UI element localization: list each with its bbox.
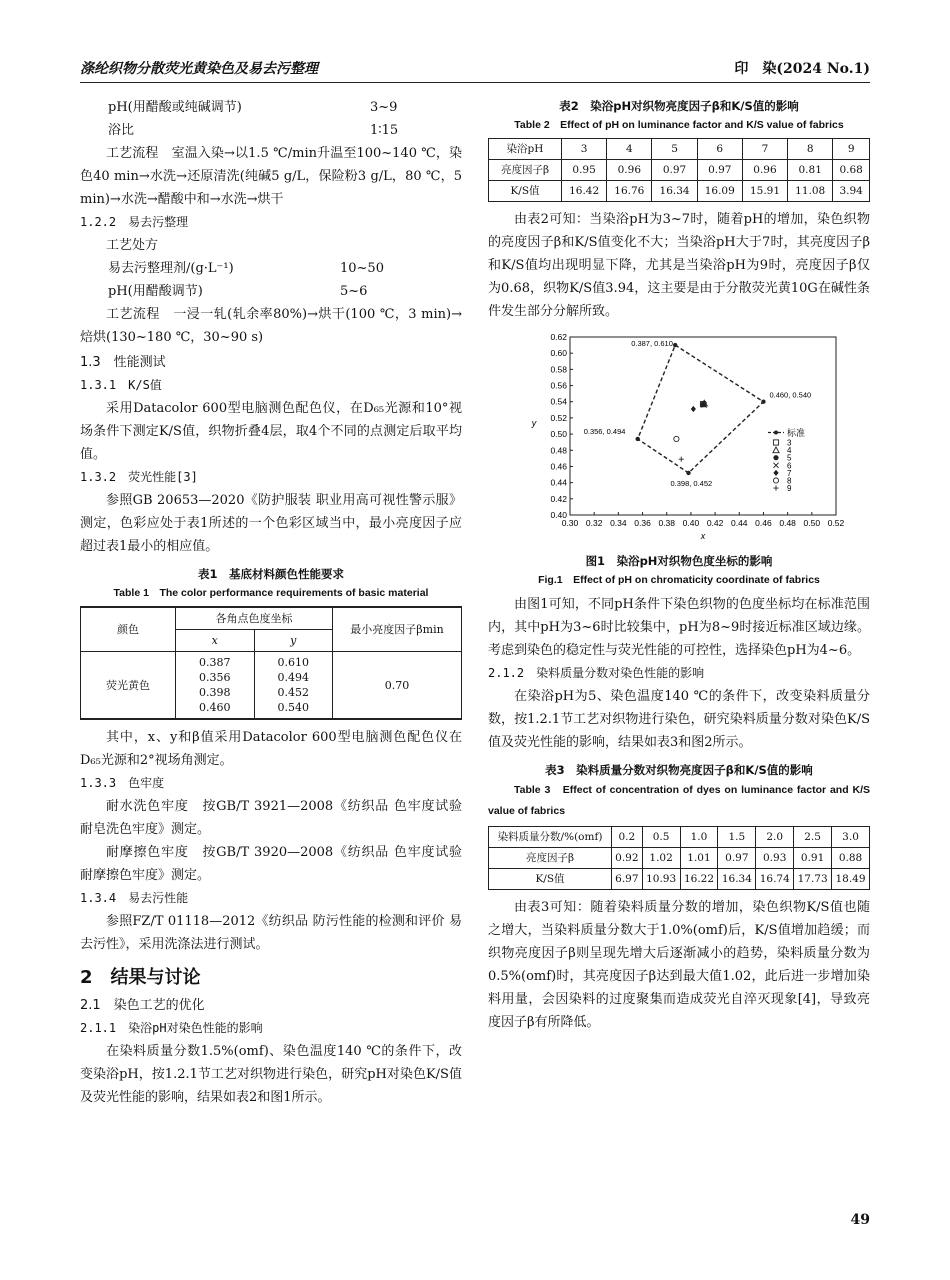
t1-h-coord: 各角点色度坐标 bbox=[176, 607, 333, 630]
t2-ks: 16.76 bbox=[607, 181, 652, 202]
legend-marker-4 bbox=[773, 447, 779, 453]
t3-ks: 18.49 bbox=[832, 869, 870, 890]
t2-beta: 0.96 bbox=[742, 160, 787, 181]
param-ph2: pH(用醋酸调节) 5~6 bbox=[108, 284, 368, 299]
legend-label-5: 5 bbox=[787, 453, 792, 463]
dye-process: 工艺流程 室温入染→以1.5 ℃/min升温至100~140 ℃，染色40 min→水洗→还原清洗(纯碱5 g/L，保险粉3 g/L，80 ℃，5 min)→水洗→醋酸中和→水洗→烘干 bbox=[80, 146, 462, 207]
param-ph: pH(用醋酸或纯碱调节) 3~9 bbox=[108, 100, 398, 115]
legend-marker-7 bbox=[773, 470, 778, 476]
t3-h: 0.5 bbox=[642, 827, 680, 848]
t1-y: 0.452 bbox=[277, 686, 309, 699]
para-2-1-1: 在染料质量分数1.5%(omf)、染色温度140 ℃的条件下，改变染浴pH，按1.2.1节工艺对织物进行染色，研究pH对染色K/S值及荧光性能的影响，结果如表2和图1所示。 bbox=[80, 1044, 462, 1105]
section-1-3-3: 1.3.3 色牢度 bbox=[80, 776, 165, 790]
y-tick-label: 0.52 bbox=[550, 412, 567, 423]
data-point-ph-8 bbox=[674, 436, 679, 441]
x-tick-label: 0.52 bbox=[827, 518, 845, 528]
t1-y: 0.540 bbox=[277, 701, 309, 714]
y-tick-label: 0.62 bbox=[550, 332, 567, 342]
section-1-3-1: 1.3.1 K/S值 bbox=[80, 378, 162, 392]
t2-h: 7 bbox=[742, 139, 787, 160]
standard-vertex-label: 0.387, 0.610 bbox=[631, 339, 673, 349]
t3-ks: 16.74 bbox=[756, 869, 794, 890]
t1-color: 荧光黄色 bbox=[81, 652, 176, 720]
legend-marker-9 bbox=[773, 485, 778, 490]
standard-region-line bbox=[638, 345, 764, 473]
legend-label-7: 7 bbox=[787, 468, 792, 478]
t3-ks: 6.97 bbox=[612, 869, 643, 890]
t1-h-color: 颜色 bbox=[81, 607, 176, 652]
data-point-ph-9 bbox=[679, 457, 684, 462]
y-tick-label: 0.56 bbox=[550, 380, 567, 391]
t2-h: 8 bbox=[788, 139, 833, 160]
table3-caption-en: Table 3 Effect of concentration of dyes on luminance factor and K/S value of fabrics bbox=[488, 784, 870, 817]
x-tick-label: 0.46 bbox=[755, 518, 772, 528]
recipe-label: 工艺处方 bbox=[106, 238, 159, 253]
t2-h: 5 bbox=[652, 139, 697, 160]
finish-process: 工艺流程 一浸一轧(轧余率80%)→烘干(100 ℃，3 min)→焙烘(130~180 ℃，30~90 s) bbox=[80, 307, 462, 345]
standard-vertex-point bbox=[673, 343, 677, 347]
standard-vertex-point bbox=[636, 437, 640, 441]
t3-beta: 0.97 bbox=[718, 848, 756, 869]
t1-h-x: x bbox=[176, 630, 255, 652]
right-column bbox=[488, 96, 870, 1034]
t3-beta: 0.92 bbox=[612, 848, 643, 869]
table3-caption: 表3 染料质量分数对织物亮度因子β和K/S值的影响 bbox=[545, 763, 813, 777]
t2-beta: 0.68 bbox=[833, 160, 870, 181]
section-1-3-2: 1.3.2 荧光性能[3] bbox=[80, 470, 198, 484]
left-column bbox=[80, 96, 462, 1109]
t3-beta: 0.91 bbox=[794, 848, 832, 869]
legend-standard-label: 标准 bbox=[787, 427, 806, 438]
t3-beta: 1.02 bbox=[642, 848, 680, 869]
t2-ks: 16.34 bbox=[652, 181, 697, 202]
legend-marker-3 bbox=[773, 440, 778, 445]
y-tick-label: 0.60 bbox=[550, 348, 567, 359]
t2-h: 9 bbox=[833, 139, 870, 160]
legend-marker-6 bbox=[773, 463, 778, 468]
y-tick-label: 0.44 bbox=[550, 477, 567, 488]
x-tick-label: 0.32 bbox=[585, 518, 603, 528]
t3-h: 1.0 bbox=[680, 827, 718, 848]
legend-label-4: 4 bbox=[787, 446, 792, 456]
t1-x-cell bbox=[176, 652, 255, 720]
standard-vertex-label: 0.460, 0.540 bbox=[769, 390, 812, 400]
standard-vertex-point bbox=[761, 400, 765, 404]
t2-ks: 3.94 bbox=[833, 181, 870, 202]
para-figure1: 由图1可知，不同pH条件下染色织物的色度坐标均在标准范围内，其中pH为3~6时比较集中，pH为8~9时接近标准区域边缘。考虑到染色的稳定性与荧光性能的可控性，选择染色pH为4~6。 bbox=[488, 597, 870, 658]
y-tick-label: 0.54 bbox=[550, 396, 567, 407]
param-ratio: 浴比 1∶15 bbox=[108, 123, 399, 138]
journal-issue: 印 染(2024 No.1) bbox=[734, 61, 870, 77]
legend-marker-8 bbox=[773, 478, 778, 483]
section-2-1: 2.1 染色工艺的优化 bbox=[80, 998, 205, 1013]
section-1-2-2: 1.2.2 易去污整理 bbox=[80, 215, 189, 229]
y-tick-label: 0.46 bbox=[550, 461, 567, 472]
t2-beta: 0.96 bbox=[607, 160, 652, 181]
section-1-3: 1.3 性能测试 bbox=[80, 355, 166, 370]
para-1-3-3a: 耐水洗色牢度 按GB/T 3921—2008《纺织品 色牢度试验 耐皂洗色牢度》测定。 bbox=[80, 799, 462, 837]
running-title: 涤纶织物分散荧光黄染色及易去污整理 bbox=[80, 61, 318, 77]
legend-standard-marker bbox=[774, 430, 778, 434]
t1-h-min: 最小亮度因子βmin bbox=[333, 607, 462, 652]
x-tick-label: 0.36 bbox=[634, 518, 651, 528]
table2-caption-en: Table 2 Effect of pH on luminance factor and K/S value of fabrics bbox=[514, 119, 844, 131]
t3-beta: 0.88 bbox=[832, 848, 870, 869]
section-2-1-2: 2.1.2 染料质量分数对染色性能的影响 bbox=[488, 666, 705, 680]
section-2-1-1: 2.1.1 染浴pH对染色性能的影响 bbox=[80, 1021, 263, 1035]
para-1-3-3b: 耐摩擦色牢度 按GB/T 3920—2008《纺织品 色牢度试验 耐摩擦色牢度》测定。 bbox=[80, 845, 462, 883]
legend-label-3: 3 bbox=[787, 438, 792, 448]
table3 bbox=[488, 826, 870, 890]
figure1-caption: 图1 染浴pH对织物色度坐标的影响 bbox=[585, 554, 773, 568]
legend-label-8: 8 bbox=[787, 476, 792, 486]
section-1-3-4: 1.3.4 易去污性能 bbox=[80, 891, 189, 905]
t2-ks: 16.42 bbox=[562, 181, 607, 202]
para-1-3-4: 参照FZ/T 01118—2012《纺织品 防污性能的检测和评价 易去污性》，采用洗涤法进行测试。 bbox=[80, 914, 462, 952]
table1-caption-en: Table 1 The color performance requirements of basic material bbox=[113, 587, 429, 599]
table1-caption: 表1 基底材料颜色性能要求 bbox=[197, 567, 344, 581]
t3-h: 1.5 bbox=[718, 827, 756, 848]
param-agent: 易去污整理剂/(g·L⁻¹) 10~50 bbox=[108, 261, 384, 276]
t3-ks: 10.93 bbox=[642, 869, 680, 890]
t3-ks-label: K/S值 bbox=[489, 869, 612, 890]
t1-min: 0.70 bbox=[333, 652, 462, 720]
x-tick-label: 0.38 bbox=[658, 518, 676, 528]
t1-x: 0.356 bbox=[199, 671, 231, 684]
t2-beta: 0.81 bbox=[788, 160, 833, 181]
y-axis-label: y bbox=[531, 418, 537, 428]
page-number: 49 bbox=[850, 1212, 870, 1228]
y-tick-label: 0.40 bbox=[550, 510, 567, 520]
legend-label-9: 9 bbox=[787, 484, 792, 494]
table2 bbox=[488, 138, 870, 202]
t2-ks: 16.09 bbox=[697, 181, 742, 202]
standard-vertex-label: 0.398, 0.452 bbox=[670, 478, 713, 488]
y-tick-label: 0.42 bbox=[550, 493, 567, 504]
standard-vertex-label: 0.356, 0.494 bbox=[583, 426, 626, 436]
t3-h: 染料质量分数/%(omf) bbox=[489, 827, 612, 848]
t2-beta: 0.95 bbox=[562, 160, 607, 181]
t2-h: 染浴pH bbox=[489, 139, 562, 160]
running-header bbox=[80, 58, 870, 80]
t2-ks: 11.08 bbox=[788, 181, 833, 202]
header-rule bbox=[80, 82, 870, 83]
t3-ks: 16.34 bbox=[718, 869, 756, 890]
data-point-ph-7 bbox=[691, 406, 696, 412]
para-1-3-2: 参照GB 20653—2020《防护服装 职业用高可视性警示服》测定，色彩应处于表1所述的一个色彩区域当中，最小亮度因子应超过表1最小的相应值。 bbox=[80, 493, 462, 554]
table1 bbox=[80, 606, 462, 720]
x-tick-label: 0.40 bbox=[682, 518, 700, 528]
t3-h: 3.0 bbox=[832, 827, 870, 848]
t2-ks: 15.91 bbox=[742, 181, 787, 202]
table2-caption: 表2 染浴pH对织物亮度因子β和K/S值的影响 bbox=[559, 99, 799, 113]
y-tick-label: 0.50 bbox=[550, 429, 567, 440]
t3-ks: 16.22 bbox=[680, 869, 718, 890]
t3-h: 0.2 bbox=[612, 827, 643, 848]
x-tick-label: 0.44 bbox=[730, 518, 748, 528]
x-tick-label: 0.42 bbox=[706, 518, 724, 528]
t3-ks: 17.73 bbox=[794, 869, 832, 890]
t1-x: 0.460 bbox=[199, 701, 231, 714]
para-1-3-1: 采用Datacolor 600型电脑测色配色仪，在D₆₅光源和10°视场条件下测定K/S值，织物折叠4层，取4个不同的点测定后取平均值。 bbox=[80, 401, 462, 462]
t2-beta: 0.97 bbox=[652, 160, 697, 181]
legend-label-6: 6 bbox=[787, 461, 792, 471]
para-note: 其中，x、y和β值采用Datacolor 600型电脑测色配色仪在D₆₅光源和2°视场角测定。 bbox=[80, 730, 462, 768]
t1-x: 0.387 bbox=[199, 656, 231, 669]
para-table3: 由表3可知：随着染料质量分数的增加，染色织物K/S值也随之增大，当染料质量分数大于1.0%(omf)后，K/S值增加趋缓；而织物亮度因子β则呈现先增大后逐渐减小的趋势，染料质量分数为0.5%(omf)时，其亮度因子β达到最大值1.02，此后进一步增加染料用量，会因染料的过度聚集而造成荧光自淬灭现象[4]，导致亮度因子β有所降低。 bbox=[488, 900, 870, 1030]
t1-h-y: y bbox=[254, 630, 333, 652]
t3-beta: 1.01 bbox=[680, 848, 718, 869]
t1-y: 0.610 bbox=[277, 656, 309, 669]
legend-marker-5 bbox=[773, 455, 778, 460]
figure1-chart bbox=[488, 329, 870, 547]
t3-h: 2.0 bbox=[756, 827, 794, 848]
standard-vertex-point bbox=[686, 471, 690, 475]
x-tick-label: 0.30 bbox=[561, 518, 579, 528]
x-tick-label: 0.34 bbox=[610, 518, 627, 528]
para-table2: 由表2可知：当染浴pH为3~7时，随着pH的增加，染色织物的亮度因子β和K/S值变化不大；当染浴pH大于7时，其亮度因子β和K/S值均出现明显下降，尤其是当染浴pH为9时，亮度因子β仅为0.68，织物K/S值3.94，这主要是由于分散荧光黄10G在碱性条件发生部分分解所致。 bbox=[488, 212, 870, 319]
x-axis-label: x bbox=[700, 531, 706, 541]
t2-ks-label: K/S值 bbox=[489, 181, 562, 202]
x-tick-label: 0.48 bbox=[779, 518, 796, 528]
figure1-caption-en: Fig.1 Effect of pH on chromaticity coordinate of fabrics bbox=[538, 574, 820, 586]
t1-y-cell bbox=[254, 652, 333, 720]
section-2: 2 结果与讨论 bbox=[80, 967, 201, 988]
t2-h: 4 bbox=[607, 139, 652, 160]
t3-h: 2.5 bbox=[794, 827, 832, 848]
y-tick-label: 0.48 bbox=[550, 445, 567, 456]
y-tick-label: 0.58 bbox=[550, 364, 567, 375]
t3-beta-label: 亮度因子β bbox=[489, 848, 612, 869]
t1-y: 0.494 bbox=[277, 671, 309, 684]
x-tick-label: 0.50 bbox=[803, 518, 821, 528]
t2-h: 6 bbox=[697, 139, 742, 160]
t2-beta: 0.97 bbox=[697, 160, 742, 181]
para-2-1-2: 在染浴pH为5、染色温度140 ℃的条件下，改变染料质量分数，按1.2.1节工艺对织物进行染色，研究染料质量分数对染色K/S值及荧光性能的影响，结果如表3和图2所示。 bbox=[488, 689, 870, 750]
t1-x: 0.398 bbox=[199, 686, 231, 699]
t2-h: 3 bbox=[562, 139, 607, 160]
t2-beta-label: 亮度因子β bbox=[489, 160, 562, 181]
t3-beta: 0.93 bbox=[756, 848, 794, 869]
